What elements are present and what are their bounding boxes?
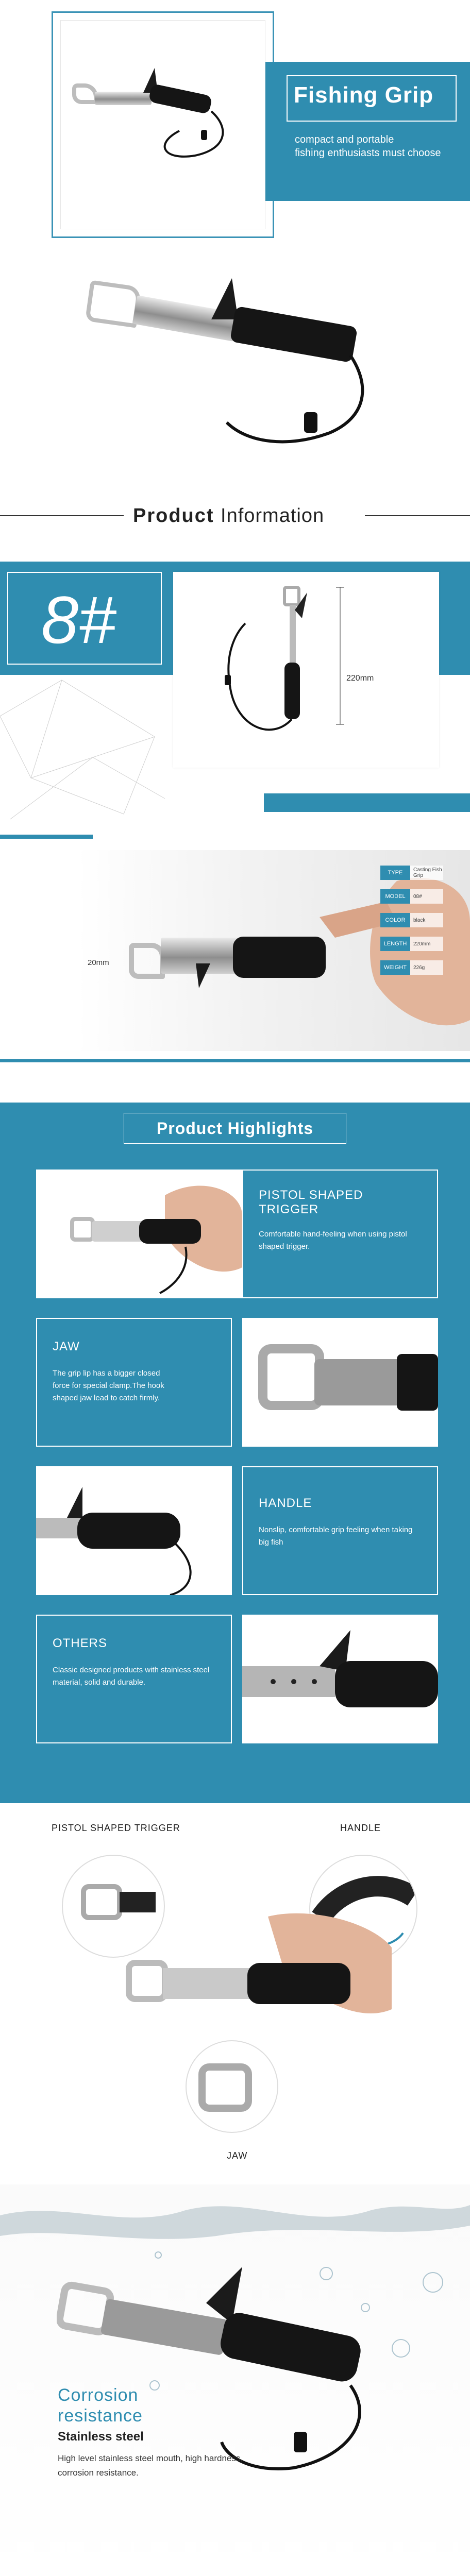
- product-info-heading: [0, 505, 470, 526]
- model-section: [0, 562, 470, 840]
- highlights-heading: Product Highlights: [156, 1119, 314, 1138]
- highlight-others-image: [242, 1615, 438, 1743]
- highlight-trigger-body: Comfortable hand-feeling when using pistol shaped trigger.: [259, 1230, 407, 1251]
- corrosion-section: [0, 2184, 470, 2576]
- hero-section: [0, 0, 470, 247]
- spec-row-model: MODEL 08#: [380, 889, 443, 904]
- specs-divider: [0, 1059, 470, 1062]
- specs-table: [380, 866, 443, 984]
- highlight-jaw-body: The grip lip has a bigger closed force for special clamp.The hook shaped jaw lead to catch firmly.: [53, 1369, 164, 1402]
- spec-row-length: LENGTH 220mm: [380, 937, 443, 951]
- hero-large-grip-image: [62, 268, 423, 474]
- decorative-lines: [0, 675, 170, 829]
- divider-left: [0, 515, 124, 516]
- highlight-handle-image: [36, 1466, 232, 1595]
- model-label: 8#: [41, 582, 116, 657]
- highlight-handle-body: Nonslip, comfortable grip feeling when taking big fish: [259, 1526, 413, 1547]
- highlight-handle-title: HANDLE: [259, 1496, 312, 1510]
- part-label-jaw: JAW: [227, 2150, 248, 2161]
- hero-title: Fishing Grip: [294, 82, 434, 108]
- model-image-card: [173, 572, 439, 768]
- highlight-handle-box: [242, 1466, 438, 1595]
- bubble-4: [155, 2251, 162, 2259]
- corrosion-body: High level stainless steel mouth, high hardness, corrosion resistance.: [58, 2453, 243, 2478]
- parts-main-image: [113, 1906, 392, 2050]
- highlight-jaw-title: JAW: [53, 1340, 80, 1353]
- highlight-trigger-box: [242, 1170, 438, 1298]
- bubble-5: [423, 2272, 443, 2293]
- highlights-section: [0, 1103, 470, 1803]
- hero-image-card: [61, 21, 265, 229]
- part-label-trigger: PISTOL SHAPED TRIGGER: [52, 1823, 180, 1833]
- hero-small-grip-image: [61, 21, 265, 229]
- model-bottom-band-left: [0, 835, 93, 839]
- highlight-others-box: [36, 1615, 232, 1743]
- product-info-light: Information: [221, 505, 325, 527]
- highlight-trigger-title: PISTOL SHAPED TRIGGER: [259, 1188, 363, 1216]
- highlight-others-title: OTHERS: [53, 1636, 108, 1650]
- spec-row-weight: WEIGHT 226g: [380, 960, 443, 975]
- corrosion-title-2: resistance: [58, 2406, 143, 2426]
- corrosion-subtitle: Stainless steel: [58, 2430, 144, 2444]
- corrosion-title-1: Corrosion: [58, 2385, 139, 2405]
- model-dimension: 220mm: [346, 674, 374, 683]
- highlight-jaw-image: [242, 1318, 438, 1447]
- spec-row-color: COLOR black: [380, 913, 443, 927]
- highlight-others-body: Classic designed products with stainless steel material, solid and durable.: [53, 1666, 210, 1687]
- divider-right: [365, 515, 470, 516]
- water-splash: [0, 2184, 470, 2246]
- jaw-dimension: 20mm: [88, 958, 109, 967]
- part-label-handle: HANDLE: [340, 1823, 381, 1833]
- highlight-trigger-image: [36, 1170, 242, 1298]
- part-circle-jaw: [186, 2040, 278, 2133]
- model-bottom-band: [264, 793, 470, 812]
- hero-subtitle: compact and portable fishing enthusiasts must choose: [295, 134, 441, 159]
- parts-section: [0, 1814, 470, 2164]
- highlight-jaw-box: [36, 1318, 232, 1447]
- spec-row-type: TYPE Casting Fish Grip: [380, 866, 443, 880]
- product-info-bold: Product: [133, 505, 214, 527]
- specs-section: [0, 845, 470, 1061]
